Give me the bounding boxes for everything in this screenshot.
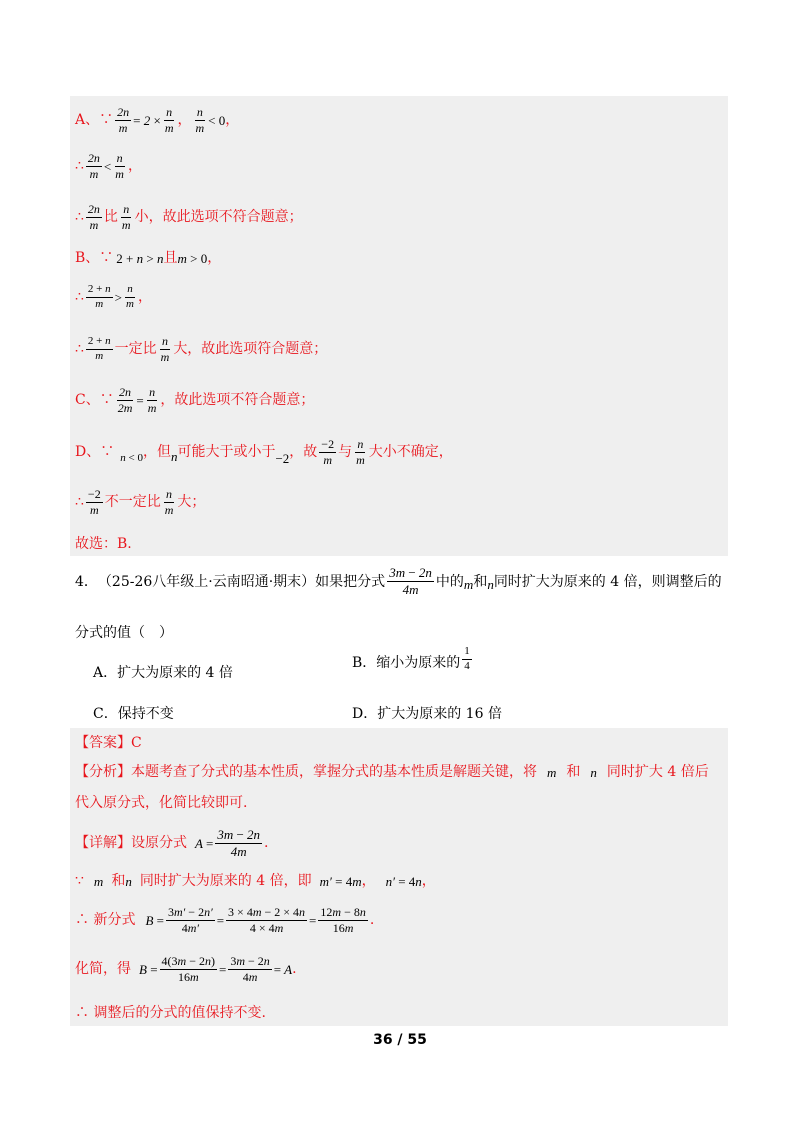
text: 设原分式 [131, 835, 187, 852]
text: . [264, 835, 269, 852]
fraction: $\frac{n}{m}$ [164, 105, 174, 135]
option-b-conclusion [75, 335, 327, 363]
fraction: $\frac{2n}{m}$ [87, 202, 100, 232]
text: 一定比 [114, 341, 157, 358]
step4-line [75, 1006, 266, 1020]
text: . [292, 961, 297, 978]
fraction: $\frac{1}{4}$ [464, 645, 470, 672]
text: 中的 [435, 574, 464, 591]
option-a[interactable] [93, 662, 233, 682]
page-number: 36 / 55 [373, 1032, 427, 1048]
text: A、∵ [75, 112, 114, 129]
option-b-reason: B、∵ 2 + n > n 且 m > 0 ， [75, 250, 222, 266]
fraction: $\frac{2 + n}{m}$ [87, 283, 111, 310]
fraction: $\frac{4(3m - 2n)}{16m}$ [161, 954, 215, 984]
text: 化简，得 [75, 961, 131, 978]
fraction: $\frac{-2}{m}$ [321, 437, 335, 467]
fraction: $\frac{n}{m}$ [164, 487, 174, 517]
previous-conclusion [75, 537, 132, 551]
step3-line: 化简，得 B = $\frac{4(3m - 2n)}{16m}$ = $\frac{3m - 2n}{4m}$ = A . [75, 954, 297, 984]
fraction: $\frac{n}{m}$ [356, 437, 365, 467]
text: 本题考查了分式的基本性质，掌握分式的基本性质是解题关键，将 [131, 764, 537, 780]
question-4-stem: 4． （25-26八年级上·云南昭通·期末）如果把分式 $\frac{3m - 2n}{4m}$ 中的 m 和 n 同时扩大为原来的 4 倍，则调整后的 [75, 565, 722, 597]
text: 大小不确定， [368, 444, 453, 461]
fraction: $\frac{3m' - 2n'}{4m'}$ [168, 905, 213, 935]
option-a-conclusion [75, 203, 303, 231]
option-d-conclusion [75, 488, 205, 516]
text: ∴ [75, 289, 84, 306]
text: ∵ [75, 873, 84, 889]
text: 可能大于或小于 [177, 444, 276, 461]
option-label: C．保持不变 [93, 706, 174, 722]
fraction: $\frac{n}{m}$ [195, 105, 205, 135]
text: ，故 [289, 444, 318, 461]
text: 比 [103, 209, 118, 226]
fraction: $\frac{-2}{m}$ [87, 487, 101, 517]
fraction: $\frac{2 + n}{m}$ [87, 335, 111, 362]
text: ， [207, 250, 222, 266]
step2-line: ∴ 新分式 B = $\frac{3m' - 2n'}{4m'}$ = $\frac{3 \times 4m - 2 \times 4n}{4 \times 4m}$ = $\frac{12m - 8n}{16m}$ . [75, 905, 375, 935]
detail-line: 【详解】 设原分式 A = $\frac{3m - 2n}{4m}$ . [75, 827, 269, 859]
text: 大，故此选项符合题意； [173, 341, 328, 358]
text: ， [177, 112, 192, 129]
text: ， [127, 158, 142, 175]
text: 不一定比 [104, 494, 161, 511]
fraction: $\frac{n}{m}$ [160, 334, 170, 364]
text: （25-26八年级上·云南昭通·期末）如果把分式 [97, 574, 386, 591]
fraction: $\frac{3m - 2n}{4m}$ [230, 954, 270, 984]
text: ∴ [75, 158, 84, 175]
fraction: $\frac{2n}{m}$ [87, 151, 100, 181]
question-number: 4． [75, 574, 98, 591]
fraction: $\frac{3m - 2n}{4m}$ [217, 827, 261, 859]
text: 和 [473, 574, 488, 591]
option-b-inequality: ∴ $\frac{2 + n}{m}$ > $\frac{n}{m}$ ， [75, 283, 152, 310]
text: ∴ 调整后的分式的值保持不变. [75, 1005, 266, 1021]
text: ， [421, 873, 436, 889]
text: ∴ [75, 209, 84, 226]
fraction: $\frac{12m - 8n}{16m}$ [320, 905, 366, 935]
fraction: $\frac{n}{m}$ [121, 202, 131, 232]
option-c-reason: C、∵ $\frac{2n}{2m}$ = $\frac{n}{m}$ ，故此选项不符合题意； [75, 385, 315, 415]
fraction: $\frac{2n}{2m}$ [117, 385, 133, 415]
option-a-reason: A、∵ $\frac{2n}{m}$ = 2 × $\frac{n}{m}$ ， $\frac{n}{m}$ < 0 ， [75, 105, 240, 135]
detail-label: 【详解】 [75, 835, 131, 852]
text: ∴ [75, 341, 84, 358]
text: 代入原分式，化简比较即可. [75, 795, 248, 811]
text: ，故此选项不符合题意； [160, 392, 315, 409]
option-b[interactable] [352, 645, 474, 672]
text: 和 [566, 764, 581, 780]
option-c[interactable] [93, 703, 174, 723]
text: ∴ 新分式 [75, 912, 136, 929]
text: ，但 [142, 444, 171, 461]
text: 与 [338, 444, 353, 461]
step1-line: ∵ m 和 n 同时扩大为原来的 4 倍，即 m′ = 4m ， n′ = 4n ， [75, 873, 436, 889]
text: 且 [163, 250, 178, 266]
option-label: B．缩小为原来的 [352, 655, 461, 672]
text: ， [137, 289, 152, 306]
text: D、∵ [75, 444, 115, 461]
option-d[interactable] [352, 703, 502, 723]
fraction: $\frac{3 \times 4m - 2 \times 4n}{4 \times 4m}$ [228, 905, 306, 935]
text: ∴ [75, 494, 84, 511]
fraction: $\frac{n}{m}$ [115, 151, 124, 181]
text: . [369, 912, 375, 929]
text: 小，故此选项不符合题意； [134, 209, 303, 226]
text: 和 [111, 873, 126, 889]
answer-line [75, 736, 142, 750]
option-label: D．扩大为原来的 16 倍 [352, 706, 502, 722]
text: 同时扩大为原来的 4 倍，则调整后的 [493, 574, 722, 591]
text: 大； [177, 494, 206, 511]
text: B、∵ [75, 250, 114, 266]
text: 同时扩大为原来的 4 倍，即 [139, 873, 312, 889]
text: ， [361, 873, 376, 889]
text: C、∵ [75, 392, 114, 409]
text: 同时扩大 4 倍后 [606, 764, 709, 780]
option-a-inequality: ∴ $\frac{2n}{m}$ < $\frac{n}{m}$ ， [75, 151, 142, 181]
text: ， [225, 112, 240, 129]
analysis-label: 【分析】 [75, 764, 131, 780]
fraction: $\frac{3m - 2n}{4m}$ [389, 565, 432, 597]
text: 分式的值（ ） [75, 625, 173, 641]
fraction: $\frac{n}{m}$ [125, 283, 134, 310]
option-label: A．扩大为原来的 4 倍 [93, 665, 233, 681]
fraction: $\frac{2n}{m}$ [117, 105, 130, 135]
answer-label: 【答案】C [75, 735, 142, 751]
fraction: $\frac{n}{m}$ [147, 385, 157, 415]
question-4-stem-line2 [75, 622, 173, 642]
analysis-line1: 【分析】 本题考查了分式的基本性质，掌握分式的基本性质是解题关键，将 m 和 n 同时扩大 4 倍后 [75, 764, 709, 780]
analysis-line2 [75, 796, 247, 810]
text: 故选：B. [75, 536, 132, 552]
option-d-reason: D、∵ n < 0 ，但 n 可能大于或小于 −2 ，故 $\frac{-2}{m}$ 与 $\frac{n}{m}$ 大小不确定， [75, 437, 453, 467]
